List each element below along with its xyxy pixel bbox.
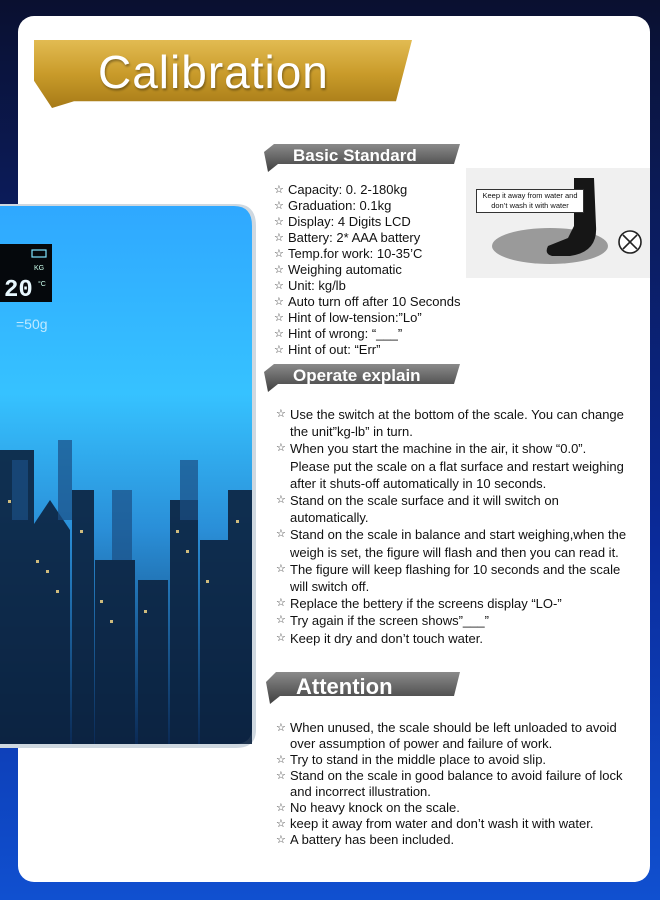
list-item: ☆ The figure will keep flashing for 10 seconds and the scale will switch off. — [276, 561, 628, 595]
list-item: ☆ Unit: kg/lb — [274, 278, 474, 294]
list-item: ☆ keep it away from water and don’t wash it with water. — [276, 816, 636, 832]
list-item: ☆ Capacity: 0. 2-180kg — [274, 182, 474, 198]
list-item: ☆ Graduation: 0.1kg — [274, 198, 474, 214]
sock-warning-illustration — [466, 168, 650, 278]
list-item: ☆ Replace the bettery if the screens display “LO-” — [276, 595, 628, 612]
basic-standard-heading: Basic Standard — [293, 146, 417, 165]
operate-explain-heading: Operate explain — [293, 366, 421, 385]
list-item: ☆ Temp.for work: 10-35’C — [274, 246, 474, 262]
list-item: ☆ A battery has been included. — [276, 832, 636, 848]
attention-heading: Attention — [296, 674, 393, 699]
list-item: ☆ Battery: 2* AAA battery — [274, 230, 474, 246]
list-item: ☆ Stand on the scale in good balance to avoid failure of lock and incorrect illustration. — [276, 768, 636, 800]
scale-weight-label: =50g — [16, 316, 48, 332]
list-item: ☆ Stand on the scale surface and it will switch on automatically. — [276, 492, 628, 526]
list-item: ☆ Try to stand in the middle place to avoid slip. — [276, 752, 636, 768]
svg-text:KG: KG — [34, 265, 45, 272]
list-item: ☆ When unused, the scale should be left unloaded to avoid over assumption of power and failure of work. — [276, 720, 636, 752]
list-item: ☆ Stand on the scale in balance and start weighing,when the weigh is set, the figure will flash and then you can read it. — [276, 526, 628, 560]
scale-illustration — [0, 200, 258, 750]
list-item: ☆ Hint of out: “Err” — [274, 342, 474, 358]
list-item: ☆ No heavy knock on the scale. — [276, 800, 636, 816]
list-item: ☆ Hint of wrong: “___” — [274, 326, 474, 342]
list-item: ☆ Auto turn off after 10 Seconds — [274, 294, 474, 310]
list-item: ☆ Try again if the screen shows”___” — [276, 612, 628, 629]
operate-explain-list — [276, 406, 628, 647]
svg-text:°C: °C — [38, 281, 46, 288]
list-item: ☆ When you start the machine in the air, it show “0.0”. Please put the scale on a flat surface and restart weighing after it shuts-off automatically in 10 seconds. — [276, 440, 628, 492]
list-item: ☆ Use the switch at the bottom of the scale. You can change the unit”kg-lb” in turn. — [276, 406, 628, 440]
list-item: ☆ Keep it dry and don’t touch water. — [276, 630, 628, 647]
list-item: ☆ Display: 4 Digits LCD — [274, 214, 474, 230]
sock-warning-note: Keep it away from water and don’t wash it with water — [476, 189, 584, 213]
list-item: ☆ Weighing automatic — [274, 262, 474, 278]
basic-standard-list — [274, 182, 474, 358]
page-title: Calibration — [98, 46, 329, 98]
svg-text:20: 20 — [4, 277, 33, 304]
list-item: ☆ Hint of low-tension:”Lo” — [274, 310, 474, 326]
attention-list — [276, 720, 636, 848]
